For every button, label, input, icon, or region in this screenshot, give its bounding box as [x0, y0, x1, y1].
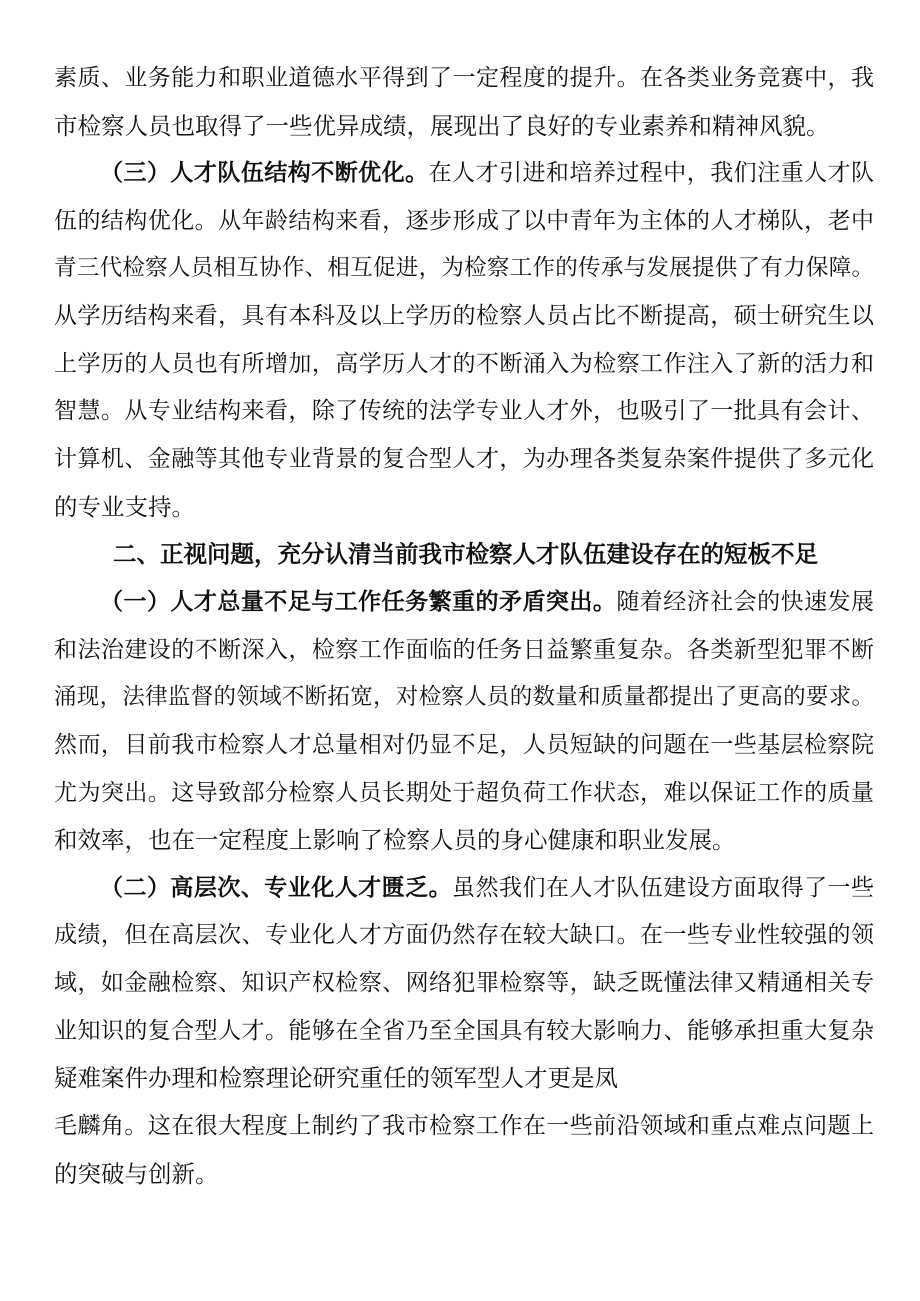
text-line: 的突破与创新。 — [54, 1160, 219, 1188]
text-line: 尤为突出。这导致部分检察人员长期处于超负荷工作状态，难以保证工作的质量 — [54, 780, 874, 806]
text-line: 计算机、金融等其他专业背景的复合型人才，为办理各类复杂案件提供了多元化 — [54, 446, 874, 472]
text-line: 素质、业务能力和职业道德水平得到了一定程度的提升。在各类业务竞赛中，我 — [54, 65, 874, 91]
paragraph-text: 在人才引进和培养过程中，我们注重人才队 — [428, 160, 874, 186]
text-line: 青三代检察人员相互协作、相互促进，为检察工作的传承与发展提供了有力保障。 — [54, 255, 874, 281]
text-line: 上学历的人员也有所增加，高学历人才的不断涌入为检察工作注入了新的活力和 — [54, 351, 874, 377]
text-line: 然而，目前我市检察人才总量相对仍显不足，人员短缺的问题在一些基层检察院 — [54, 732, 874, 758]
paragraph-first-line — [100, 153, 874, 193]
text-line: 疑难案件办理和检察理论研究重任的领军型人才更是凤 — [54, 1064, 618, 1092]
paragraph-text: 虽然我们在人才队伍建设方面取得了一些 — [452, 875, 874, 901]
text-line: 毛麟角。这在很大程度上制约了我市检察工作在一些前沿领域和重点难点问题上 — [54, 1113, 874, 1139]
paragraph-bold-lead: （三）人才队伍结构不断优化。 — [100, 159, 429, 186]
text-line: 的专业支持。 — [54, 493, 195, 521]
text-line: 市检察人员也取得了一些优异成绩，展现出了良好的专业素养和精神风貌。 — [54, 112, 830, 140]
text-line: 从学历结构来看，具有本科及以上学历的检察人员占比不断提高，硕士研究生以 — [54, 303, 874, 329]
text-line: 和法治建设的不断深入，检察工作面临的任务日益繁重复杂。各类新型犯罪不断 — [54, 637, 874, 663]
text-line: 智慧。从专业结构来看，除了传统的法学专业人才外，也吸引了一批具有会计、 — [54, 398, 874, 424]
section-heading: 二、正视问题，充分认清当前我市检察人才队伍建设存在的短板不足 — [113, 540, 818, 568]
paragraph-bold-lead: （二）高层次、专业化人才匮乏。 — [100, 874, 453, 901]
text-line: 成绩，但在高层次、专业化人才方面仍然存在较大缺口。在一些专业性较强的领 — [54, 922, 874, 948]
paragraph-first-line — [100, 868, 874, 908]
paragraph-bold-lead: （一）人才总量不足与工作任务繁重的矛盾突出。 — [100, 588, 617, 615]
text-line: 和效率，也在一定程度上影响了检察人员的身心健康和职业发展。 — [54, 826, 736, 854]
text-line: 业知识的复合型人才。能够在全省乃至全国具有较大影响力、能够承担重大复杂 — [54, 1018, 874, 1044]
text-line: 涌现，法律监督的领域不断拓宽，对检察人员的数量和质量都提出了更高的要求。 — [54, 684, 874, 710]
paragraph-text: 随着经济社会的快速发展 — [616, 589, 874, 615]
text-line: 伍的结构优化。从年龄结构来看，逐步形成了以中青年为主体的人才梯队，老中 — [54, 208, 874, 234]
text-line: 域，如金融检察、知识产权检察、网络犯罪检察等，缺乏既懂法律又精通相关专 — [54, 970, 874, 996]
paragraph-first-line — [100, 582, 874, 622]
